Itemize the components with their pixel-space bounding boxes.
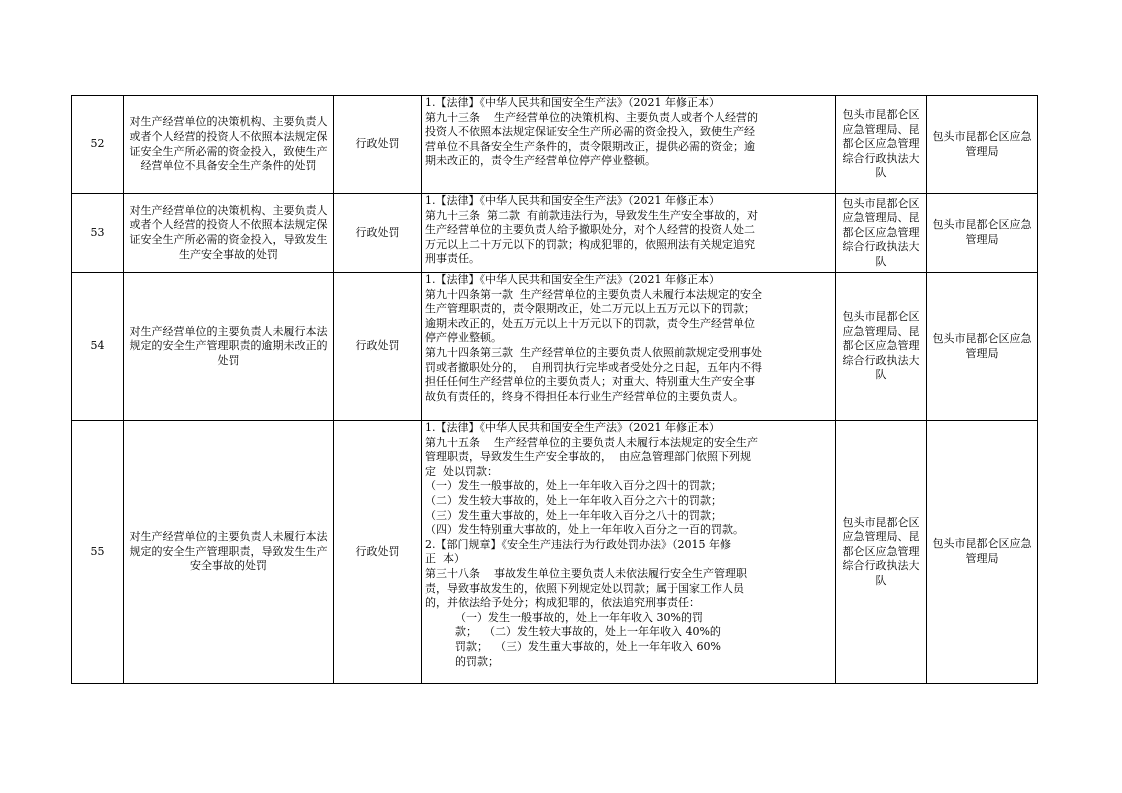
penalty-type: 行政处罚 (334, 421, 422, 684)
table-row (72, 194, 1038, 273)
responsible-department: 包头市昆都仑区应急管理局 (927, 194, 1038, 273)
legal-basis-line: 管理职责，导致发生生产安全事故的， 由应急管理部门依照下列规 (425, 450, 751, 464)
row-number: 54 (72, 273, 124, 421)
table-row (72, 96, 1038, 194)
legal-basis-line: 责，导致事故发生的，依照下列规定处以罚款；属于国家工作人员 (425, 581, 744, 595)
legal-basis-line: 投资人不依照本法规定保证安全生产所必需的资金投入，致使生产经 (425, 125, 755, 139)
legal-basis-line: 第三十八条 事故发生单位主要负责人未依法履行安全生产管理职 (425, 566, 747, 580)
legal-basis-line: 罚或者撤职处分的， 自刑罚执行完毕或者受处分之日起，五年内不得 (425, 360, 762, 374)
legal-basis-line: （三）发生重大事故的，处上一年年收入百分之八十的罚款； (425, 508, 722, 522)
legal-basis (422, 273, 836, 421)
legal-basis-line: 1.【法律】《中华人民共和国安全生产法》（2021 年修正本） (425, 194, 720, 207)
legal-basis (422, 96, 836, 194)
legal-basis-line: 第九十四条第三款 生产经营单位的主要负责人依照前款规定受刑事处 (425, 345, 762, 359)
legal-basis-line: 第九十三条 第二款 有前款违法行为，导致发生生产安全事故的，对 (425, 208, 758, 222)
legal-basis-line: 款； （二）发生较大事故的，处上一年年收入 40%的 (455, 625, 721, 639)
row-number: 55 (72, 421, 124, 684)
row-number: 52 (72, 96, 124, 194)
legal-basis-line: 的罚款； (455, 654, 499, 668)
penalty-type: 行政处罚 (334, 96, 422, 194)
legal-basis (422, 421, 836, 684)
legal-basis-line: 的，并依法给予处分；构成犯罪的，依法追究刑事责任： (425, 596, 700, 610)
responsible-department: 包头市昆都仑区应急管理局 (927, 273, 1038, 421)
legal-basis-line: 1.【法律】《中华人民共和国安全生产法》（2021 年修正本） (425, 421, 720, 434)
legal-basis-line: 生产管理职责的，责令限期改正，处二万元以上五万元以下的罚款； (425, 302, 755, 316)
legal-basis-line: 1.【法律】《中华人民共和国安全生产法》（2021 年修正本） (425, 96, 720, 109)
legal-basis-line: 2.【部门规章】《安全生产违法行为行政处罚办法》（2015 年修 (425, 537, 731, 551)
legal-basis-line: 期未改正的，责令生产经营单位停产停业整顿。 (425, 154, 656, 168)
legal-basis-line: 第九十五条 生产经营单位的主要负责人未履行本法规定的安全生产 (425, 435, 758, 449)
legal-basis-line: （四）发生特别重大事故的，处上一年年收入百分之一百的罚款。 (425, 523, 744, 537)
legal-basis (422, 194, 836, 273)
implementing-unit: 包头市昆都仑区应急管理局、昆都仑区应急管理综合行政执法大队 (836, 273, 927, 421)
legal-basis-line: 生产经营单位的主要负责人给予撤职处分，对个人经营的投资人处二 (425, 223, 755, 237)
table-row (72, 421, 1038, 684)
legal-basis-line: 第九十三条 生产经营单位的决策机构、主要负责人或者个人经营的 (425, 110, 758, 124)
legal-basis-line: 停产停业整顿。 (425, 331, 502, 345)
penalty-item-name: 对生产经营单位的决策机构、主要负责人或者个人经营的投资人不依照本法规定保证安全生产所必需的资金投入，致使生产经营单位不具备安全生产条件的处罚 (124, 96, 334, 194)
table-row (72, 273, 1038, 421)
legal-basis-line: 正 本） (425, 552, 465, 566)
legal-basis-line: 万元以上二十万元以下的罚款；构成犯罪的，依照刑法有关规定追究 (425, 237, 755, 251)
legal-basis-line: 担任任何生产经营单位的主要负责人；对重大、特别重大生产安全事 (425, 375, 755, 389)
legal-basis-line: （一）发生一般事故的，处上一年年收入百分之四十的罚款； (425, 479, 722, 493)
legal-basis-line: （二）发生较大事故的，处上一年年收入百分之六十的罚款； (425, 493, 722, 507)
penalty-item-name: 对生产经营单位的决策机构、主要负责人或者个人经营的投资人不依照本法规定保证安全生产所必需的资金投入，导致发生生产安全事故的处罚 (124, 194, 334, 273)
legal-basis-line: 逾期未改正的，处五万元以上十万元以下的罚款，责令生产经营单位 (425, 316, 755, 330)
responsible-department: 包头市昆都仑区应急管理局 (927, 96, 1038, 194)
row-number: 53 (72, 194, 124, 273)
implementing-unit: 包头市昆都仑区应急管理局、昆都仑区应急管理综合行政执法大队 (836, 421, 927, 684)
penalty-type: 行政处罚 (334, 273, 422, 421)
penalty-table (71, 95, 1038, 684)
legal-basis-line: 刑事责任。 (425, 252, 480, 266)
legal-basis-line: （一）发生一般事故的，处上一年年收入 30%的罚 (455, 610, 703, 624)
legal-basis-line: 第九十四条第一款 生产经营单位的主要负责人未履行本法规定的安全 (425, 287, 762, 301)
legal-basis-line: 定 处以罚款： (425, 464, 498, 478)
penalty-item-name: 对生产经营单位的主要负责人未履行本法规定的安全生产管理职责，导致发生生产安全事故的处罚 (124, 421, 334, 684)
legal-basis-line: 罚款； （三）发生重大事故的，处上一年年收入 60% (455, 639, 721, 653)
legal-basis-line: 1.【法律】《中华人民共和国安全生产法》（2021 年修正本） (425, 273, 720, 286)
legal-basis-line: 故负有责任的，终身不得担任本行业生产经营单位的主要负责人。 (425, 389, 744, 403)
implementing-unit: 包头市昆都仑区应急管理局、昆都仑区应急管理综合行政执法大队 (836, 194, 927, 273)
penalty-type: 行政处罚 (334, 194, 422, 273)
responsible-department: 包头市昆都仑区应急管理局 (927, 421, 1038, 684)
legal-basis-line: 营单位不具备安全生产条件的，责令限期改正，提供必需的资金；逾 (425, 139, 755, 153)
implementing-unit: 包头市昆都仑区应急管理局、昆都仑区应急管理综合行政执法大队 (836, 96, 927, 194)
penalty-item-name: 对生产经营单位的主要负责人未履行本法规定的安全生产管理职责的逾期未改正的处罚 (124, 273, 334, 421)
